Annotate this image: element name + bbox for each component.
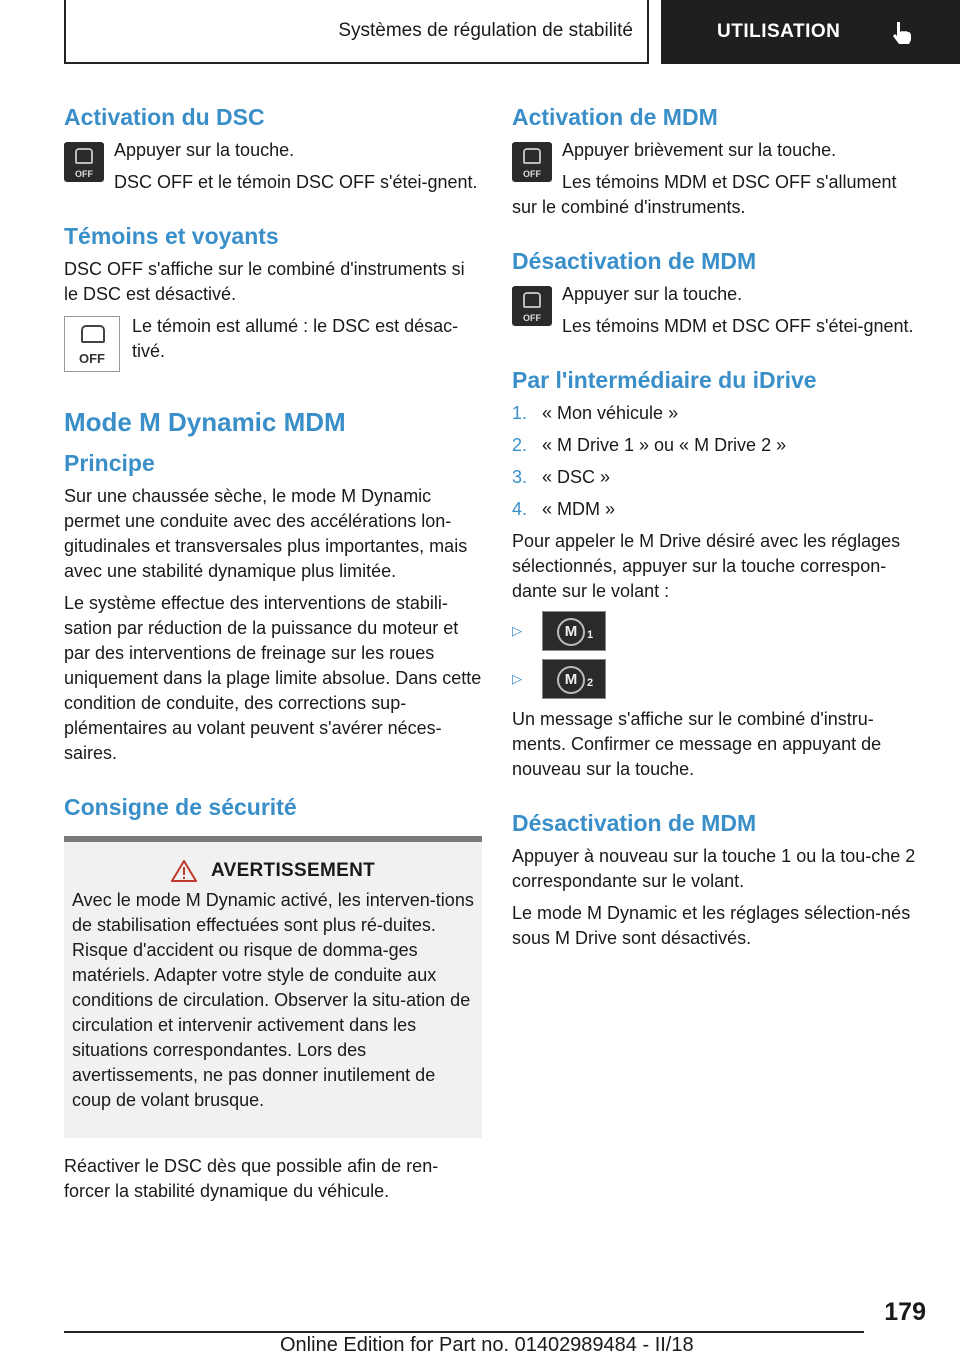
chapter-title: UTILISATION	[717, 21, 841, 42]
car-skid-icon	[81, 325, 105, 343]
desact2-text-1: Appuyer à nouveau sur la touche 1 ou la tou-che 2 correspondante sur le volant.	[512, 846, 916, 891]
car-skid-icon	[75, 148, 93, 164]
mdm-desactivation-block	[512, 282, 926, 339]
warning-text: Avec le mode M Dynamic activé, les interven-tions de stabilisation effectuées sont plus ré-duites. Risque d'accident ou risque de domma-ges matériels. Adapter votre style de conduite aux conditions de circulation. Observer la situ-ation de circulation et intervenir activement dans les situations correspondantes. Lors des avertissements, ne pas donner inutilement de coup de volant brusque.	[72, 890, 474, 1110]
list-item	[512, 465, 926, 490]
running-header-section	[64, 0, 649, 64]
pointing-hand-icon	[889, 20, 915, 46]
warning-box	[64, 836, 482, 1138]
reactiver-text: Réactiver le DSC dès que possible afin de ren-forcer la stabilité dynamique du véhicule.	[64, 1156, 439, 1201]
heading-mode-m-dynamic: Mode M Dynamic MDM	[64, 407, 346, 437]
m-letter: M	[557, 618, 585, 646]
step-text: « Mon véhicule »	[542, 403, 679, 423]
principe-text-1: Sur une chaussée sèche, le mode M Dynamic permet une conduite avec des accélérations lon-gitudinales et transversales plus importantes, mais avec une stabilité dynamique plus limitée.	[64, 486, 468, 581]
running-header-chapter	[661, 0, 960, 64]
step-text: « M Drive 1 » ou « M Drive 2 »	[542, 435, 787, 455]
temoin-text: Le témoin est allumé : le DSC est désac-tivé.	[132, 316, 459, 361]
car-skid-icon	[523, 148, 541, 164]
section-title: Systèmes de régulation de stabilité	[338, 20, 633, 41]
triangle-bullet-icon: ▷	[512, 623, 522, 638]
principe-text-2: Le système effectue des interventions de stabili-sation par réduction de la puissance du moteur et par des interventions de freinage sur les roues uniquement dans la plage limite absolue. Dans cette condition de conduite, des corrections sup-plémentaires au volant peuvent s'avérer néces-saires.	[64, 593, 482, 763]
list-item	[512, 433, 926, 458]
step-number: 1.	[512, 403, 528, 423]
warning-title: AVERTISSEMENT	[210, 860, 375, 881]
m2-bullet	[512, 659, 926, 699]
dsc-step-2: DSC OFF et le témoin DSC OFF s'étei-gnent.	[114, 172, 478, 192]
step-text: « DSC »	[542, 467, 611, 487]
heading-idrive: Par l'intermédiaire du iDrive	[512, 367, 817, 393]
desact-step-2: Les témoins MDM et DSC OFF s'étei-gnent.	[562, 316, 914, 336]
m1-button-icon	[542, 611, 606, 651]
m-sub: 1	[587, 629, 594, 641]
step-number: 4.	[512, 499, 528, 519]
temoins-indicator-block	[64, 314, 482, 378]
heading-desactivation-mdm: Désactivation de MDM	[512, 248, 757, 274]
m2-button-icon	[542, 659, 606, 699]
dsc-activation-block	[64, 138, 482, 195]
mdm-button-icon	[512, 142, 552, 182]
mdm-button-icon	[512, 286, 552, 326]
warning-triangle-icon	[171, 860, 197, 882]
m-sub: 2	[587, 677, 594, 689]
list-item	[512, 497, 926, 522]
dsc-key-label: OFF	[75, 169, 93, 179]
indicator-label: OFF	[79, 351, 105, 366]
act-step-2: Les témoins MDM et DSC OFF s'allument sur le combiné d'instruments.	[512, 172, 897, 217]
car-skid-icon	[523, 292, 541, 308]
desact-step-1: Appuyer sur la touche.	[562, 284, 743, 304]
step-text: « MDM »	[542, 499, 616, 519]
heading-principe: Principe	[64, 450, 155, 476]
footer-edition: Online Edition for Part no. 01402989484 - II/18	[280, 1334, 694, 1356]
desact2-text-2: Le mode M Dynamic et les réglages sélection-nés sous M Drive sont désactivés.	[512, 903, 911, 948]
step-number: 3.	[512, 467, 528, 487]
heading-activation-mdm: Activation de MDM	[512, 104, 718, 130]
heading-temoins: Témoins et voyants	[64, 223, 279, 249]
act-step-1: Appuyer brièvement sur la touche.	[562, 140, 837, 160]
left-column	[64, 100, 482, 1211]
mdm-key-label: OFF	[523, 169, 541, 179]
m-letter: M	[557, 666, 585, 694]
dsc-off-indicator-icon	[64, 316, 120, 372]
dsc-off-button-icon	[64, 142, 104, 182]
warning-header	[72, 860, 474, 882]
mdm-key-label: OFF	[523, 313, 541, 323]
dsc-step-1: Appuyer sur la touche.	[114, 140, 295, 160]
message-text: Un message s'affiche sur le combiné d'instru-ments. Confirmer ce message en appuyant de nouveau sur la touche.	[512, 709, 882, 779]
idrive-steps	[512, 401, 926, 522]
heading-consigne: Consigne de sécurité	[64, 794, 297, 820]
m1-bullet	[512, 611, 926, 651]
page-number: 179	[884, 1298, 926, 1326]
list-item	[512, 401, 926, 426]
triangle-bullet-icon: ▷	[512, 671, 522, 686]
heading-activation-dsc: Activation du DSC	[64, 104, 265, 130]
step-number: 2.	[512, 435, 528, 455]
temoins-text: DSC OFF s'affiche sur le combiné d'instruments si le DSC est désactivé.	[64, 259, 465, 304]
heading-desactivation-mdm-2: Désactivation de MDM	[512, 810, 757, 836]
footer-divider	[64, 1331, 864, 1333]
mdm-activation-block	[512, 138, 926, 220]
right-column	[512, 100, 926, 958]
mdrive-text: Pour appeler le M Drive désiré avec les réglages sélectionnés, appuyer sur la touche correspon-dante sur le volant :	[512, 531, 901, 601]
